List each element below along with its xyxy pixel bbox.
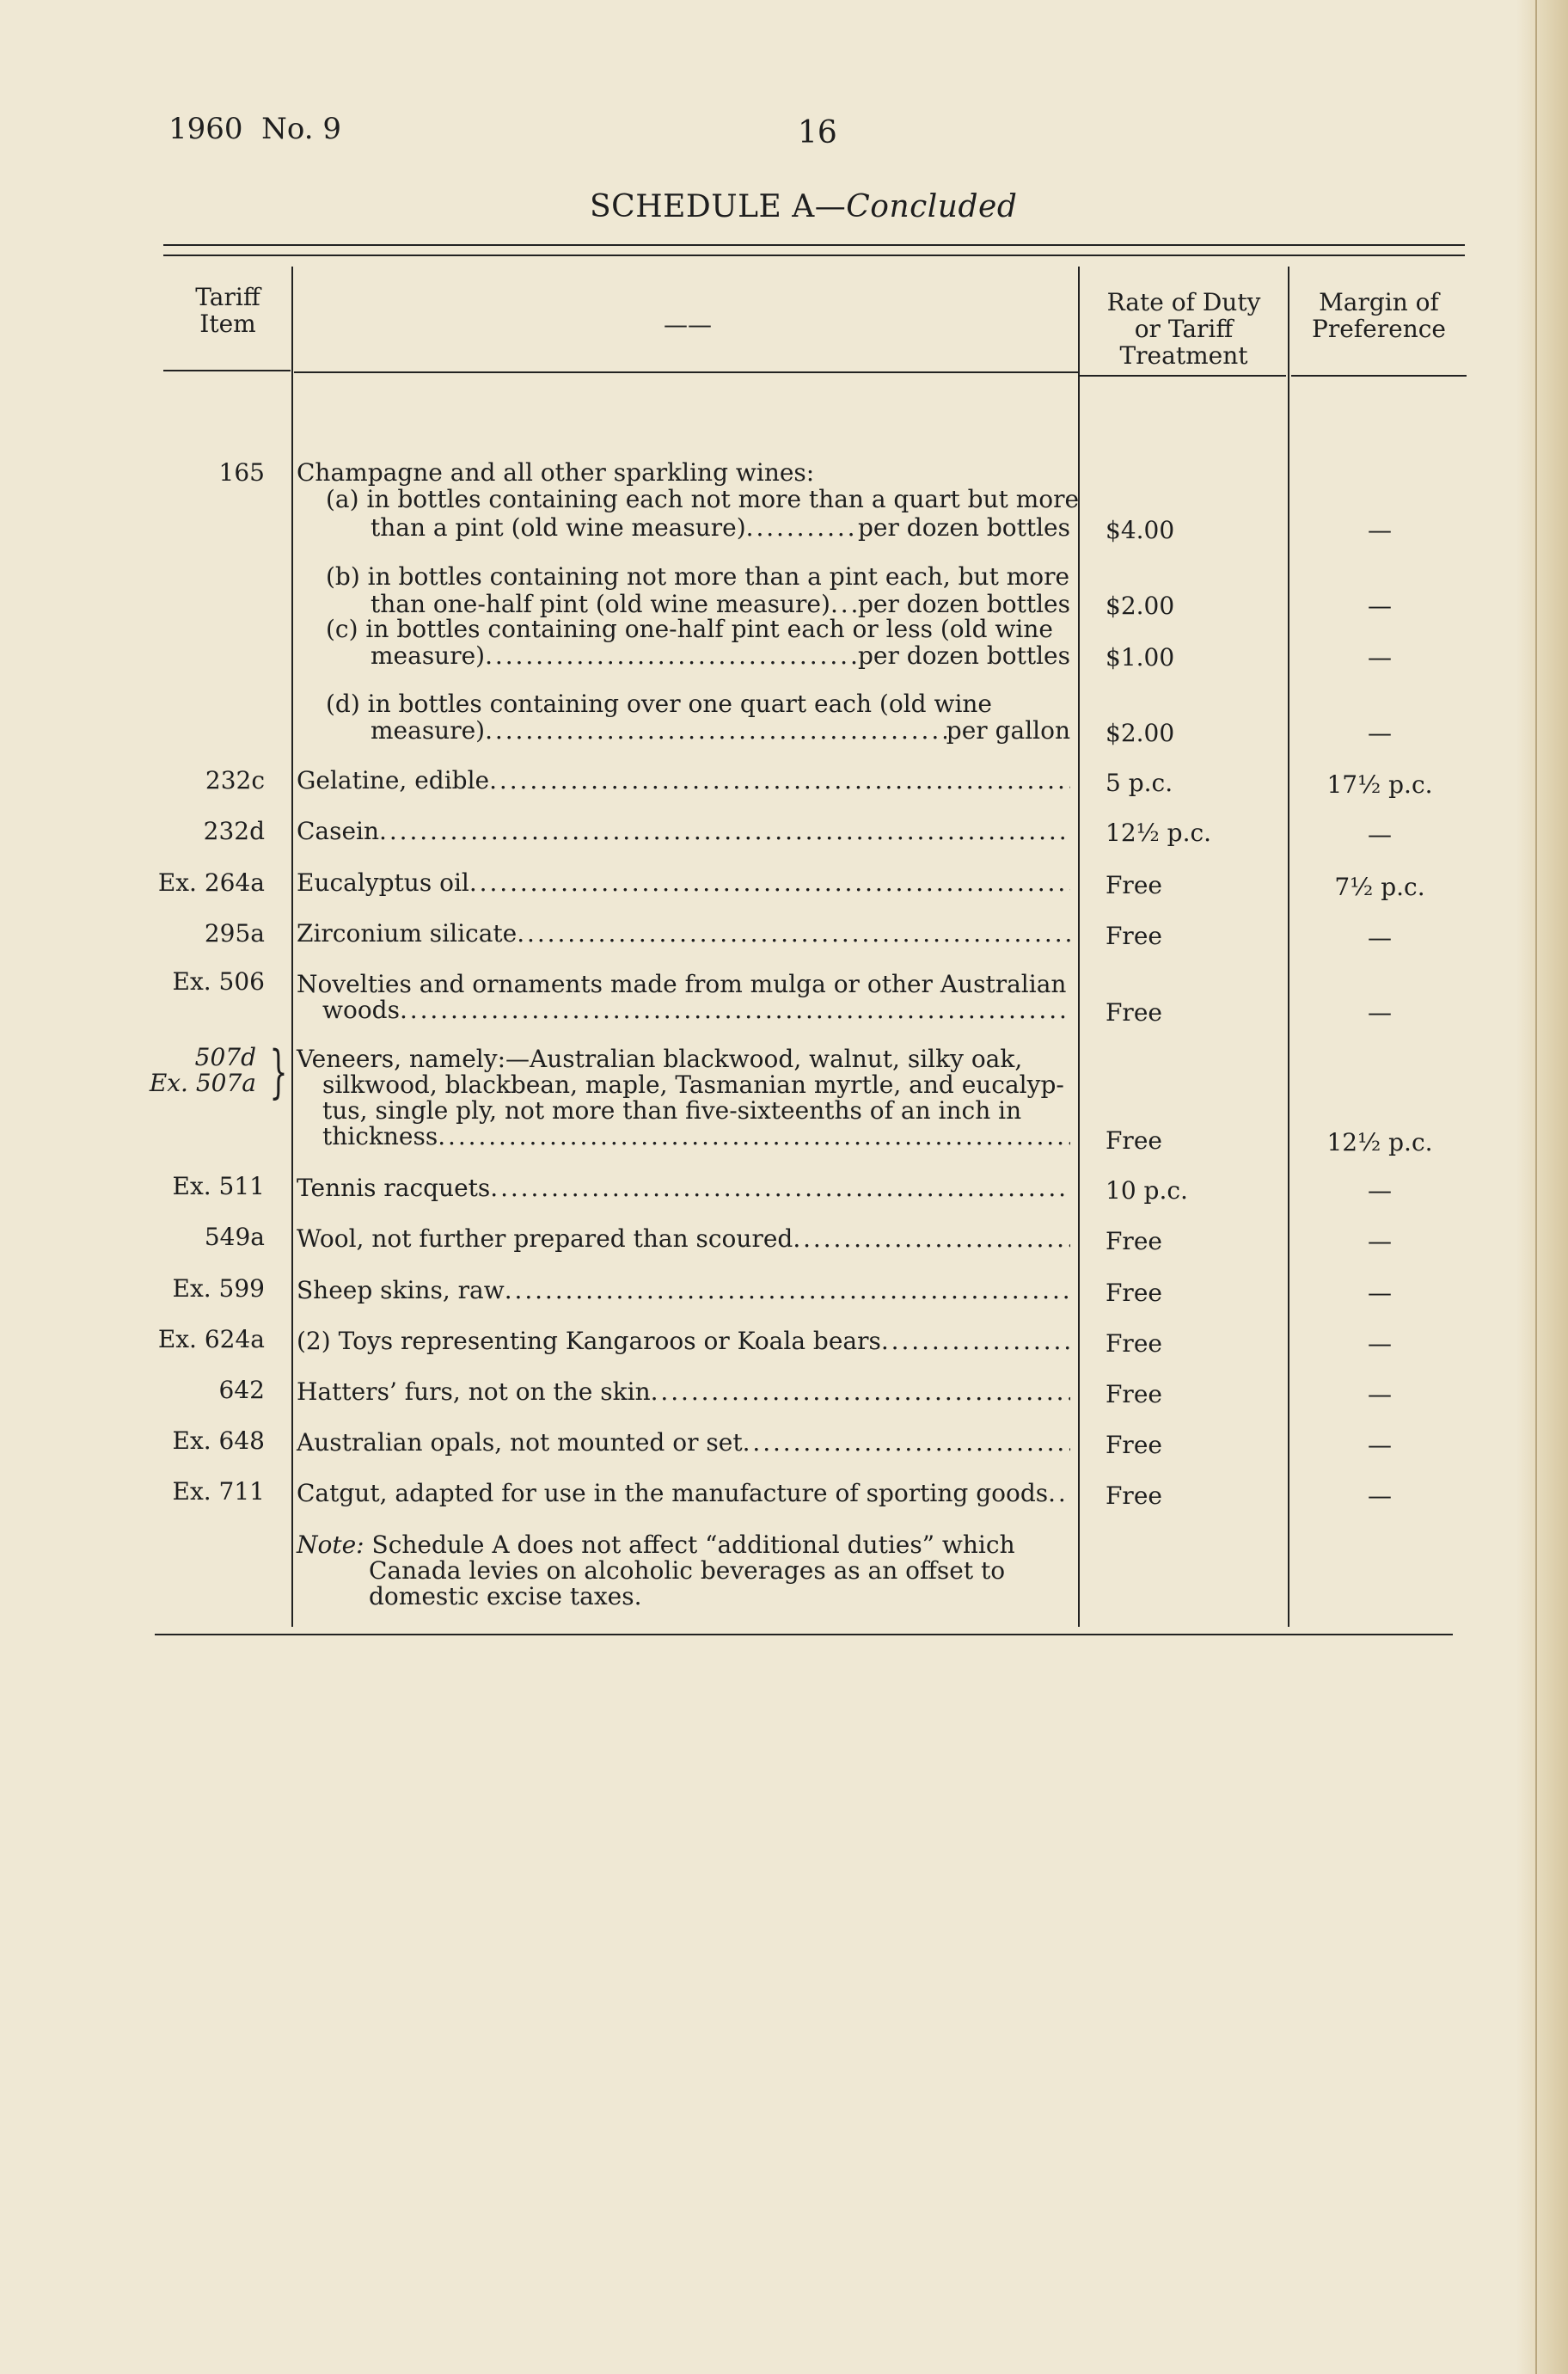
row-rate: Free: [1106, 1227, 1162, 1255]
novelties-line1: Novelties and ornaments made from mulga or other Australian: [297, 970, 1067, 998]
row-text: (2) Toys representing Kangaroos or Koala bears: [297, 1327, 881, 1355]
leader-dots: [830, 592, 858, 617]
row-margin: —: [1368, 1329, 1392, 1358]
top-rule-2: [163, 255, 1465, 256]
champagne-b-line1: (b) in bottles containing not more than a pint each, but more: [326, 562, 1070, 591]
champagne-c-text: measure): [371, 641, 486, 670]
tariff-item-ex-507a: Ex. 507a: [149, 1069, 256, 1097]
tariff-item: Ex. 599: [172, 1274, 265, 1303]
row-text: Catgut, adapted for use in the manufacture of sporting goods: [297, 1479, 1049, 1507]
champagne-b-text: than one-half pint (old wine measure): [371, 590, 830, 618]
header-rule-tariff: [163, 370, 291, 371]
champagne-b-margin: —: [1368, 592, 1392, 620]
veneers-line3: tus, single ply, not more than five-sixteenths of an inch in: [322, 1096, 1022, 1125]
champagne-a-text: than a pint (old wine measure): [371, 513, 746, 542]
row-description: [297, 870, 1070, 896]
schedule-title: [590, 189, 1017, 224]
row-rate: Free: [1106, 1380, 1162, 1408]
row-text: Wool, not further prepared than scoured: [297, 1224, 793, 1253]
row-margin: 17½ p.c.: [1326, 770, 1433, 799]
leader-dots: [746, 515, 858, 541]
row-description: [297, 1379, 1070, 1405]
tariff-item-165: 165: [218, 458, 265, 487]
note-label: Note:: [297, 1531, 364, 1559]
tariff-item: 295a: [204, 919, 265, 948]
row-margin: —: [1368, 1481, 1392, 1510]
note-text-1: Schedule A does not affect “additional duties” which: [371, 1531, 1015, 1559]
novelties-text: woods: [322, 996, 400, 1024]
leader-dots: [793, 1226, 1070, 1252]
champagne-c-unit: per dozen bottles: [858, 641, 1070, 670]
champagne-a-line2: [297, 515, 1070, 541]
leader-dots: [743, 1430, 1070, 1456]
veneers-line4: [297, 1124, 1070, 1150]
champagne-c-margin: —: [1368, 643, 1392, 672]
row-text: Casein: [297, 817, 380, 845]
leader-dots: [485, 718, 946, 744]
row-rate: 12½ p.c.: [1106, 819, 1212, 847]
schedule-title-main: SCHEDULE A—: [590, 189, 847, 224]
page-edge: [1516, 0, 1568, 2374]
row-rate: Free: [1106, 1431, 1162, 1459]
brace-bracket: }: [269, 1039, 288, 1105]
row-text: Zirconium silicate: [297, 919, 518, 948]
page-number: 16: [798, 115, 837, 150]
leader-dots: [505, 1278, 1070, 1304]
champagne-heading: Champagne and all other sparkling wines:: [297, 458, 815, 487]
row-description: [297, 1430, 1070, 1456]
col-divider-3: [1288, 267, 1289, 1627]
row-text: Eucalyptus oil: [297, 868, 469, 897]
champagne-d-line2: [297, 718, 1070, 744]
row-rate: Free: [1106, 1481, 1162, 1510]
row-margin: —: [1368, 1227, 1392, 1255]
row-rate: 10 p.c.: [1106, 1176, 1188, 1205]
tariff-item: 549a: [204, 1223, 265, 1251]
tariff-item: Ex. 264a: [157, 868, 265, 897]
leader-dots: [651, 1379, 1070, 1405]
tariff-item: 642: [218, 1376, 265, 1404]
tariff-item: 232c: [205, 766, 265, 794]
champagne-d-margin: —: [1368, 719, 1392, 747]
champagne-d-text: measure): [371, 716, 486, 745]
row-description: [297, 768, 1070, 794]
leader-dots: [881, 1328, 1070, 1354]
col-head-description: ——: [664, 310, 712, 339]
col-divider-1: [291, 267, 293, 1627]
row-rate: Free: [1106, 871, 1162, 899]
novelties-rate: Free: [1106, 998, 1162, 1027]
leader-dots: [400, 997, 1070, 1023]
row-description: [297, 1278, 1070, 1304]
row-margin: —: [1368, 1380, 1392, 1408]
row-text: Sheep skins, raw: [297, 1276, 505, 1304]
header-rule-rate: [1080, 375, 1286, 377]
leader-dots: [485, 643, 858, 669]
tariff-item: Ex. 624a: [157, 1325, 265, 1353]
row-margin: 7½ p.c.: [1334, 873, 1425, 901]
col-head-tariff: Tariff Item: [195, 283, 260, 338]
champagne-c-line2: [297, 643, 1070, 669]
champagne-b-rate: $2.00: [1106, 592, 1175, 620]
col-head-rate: Rate of Duty or Tariff Treatment: [1106, 288, 1261, 370]
tariff-item-ex-506: Ex. 506: [172, 967, 265, 996]
leader-dots: [1048, 1481, 1070, 1506]
tariff-item: 232d: [203, 817, 265, 845]
tariff-item: Ex. 648: [172, 1426, 265, 1455]
champagne-b-line2: [297, 592, 1070, 617]
leader-dots: [438, 1124, 1070, 1150]
champagne-a-line1: (a) in bottles containing each not more than a quart but more: [326, 485, 1080, 513]
champagne-a-margin: —: [1368, 516, 1392, 544]
novelties-margin: —: [1368, 998, 1392, 1027]
row-description: [297, 1328, 1070, 1354]
veneers-rate: Free: [1106, 1126, 1162, 1155]
row-description: [297, 1175, 1070, 1201]
leader-dots: [517, 921, 1070, 947]
champagne-d-rate: $2.00: [1106, 719, 1175, 747]
leader-dots: [379, 819, 1070, 844]
row-description: [297, 819, 1070, 844]
veneers-line2: silkwood, blackbean, maple, Tasmanian myrtle, and eucalyp-: [322, 1070, 1064, 1099]
veneers-margin: 12½ p.c.: [1326, 1128, 1433, 1156]
champagne-a-unit: per dozen bottles: [858, 513, 1070, 542]
leader-dots: [469, 870, 1070, 896]
row-description: [297, 1226, 1070, 1252]
header-rule-margin: [1291, 375, 1467, 377]
row-margin: —: [1368, 923, 1392, 952]
champagne-c-rate: $1.00: [1106, 643, 1175, 672]
tariff-item: Ex. 711: [172, 1477, 265, 1506]
row-text: Australian opals, not mounted or set: [297, 1428, 743, 1457]
note-line2: Canada levies on alcoholic beverages as an offset to: [369, 1556, 1006, 1585]
header-rule-desc: [294, 371, 1078, 373]
champagne-d-line1: (d) in bottles containing over one quart each (old wine: [326, 690, 993, 718]
veneers-text: thickness: [322, 1122, 438, 1150]
leader-dots: [490, 1175, 1070, 1201]
tariff-item-507d: 507d: [194, 1043, 256, 1071]
row-rate: 5 p.c.: [1106, 769, 1173, 797]
champagne-b-unit: per dozen bottles: [858, 590, 1070, 618]
row-text: Gelatine, edible: [297, 766, 490, 794]
row-margin: —: [1368, 1431, 1392, 1459]
note-line1: [297, 1532, 1062, 1558]
row-margin: —: [1368, 820, 1392, 849]
tariff-item: Ex. 511: [172, 1172, 265, 1200]
veneers-line1: Veneers, namely:—Australian blackwood, walnut, silky oak,: [297, 1045, 1023, 1073]
row-description: [297, 1481, 1070, 1506]
page-header-year-number: 1960 No. 9: [168, 112, 342, 146]
row-description: [297, 921, 1070, 947]
champagne-c-line1: (c) in bottles containing one-half pint each or less (old wine: [326, 615, 1053, 643]
note-line3: domestic excise taxes.: [369, 1582, 642, 1610]
row-text: Tennis racquets: [297, 1174, 491, 1202]
row-text: Hatters’ furs, not on the skin: [297, 1377, 651, 1406]
row-rate: Free: [1106, 1279, 1162, 1307]
row-margin: —: [1368, 1279, 1392, 1307]
champagne-d-unit: per gallon: [946, 716, 1070, 745]
bottom-rule: [155, 1634, 1453, 1635]
leader-dots: [489, 768, 1070, 794]
col-head-margin: Margin of Preference: [1312, 288, 1446, 343]
row-margin: —: [1368, 1176, 1392, 1205]
top-rule-1: [163, 244, 1465, 246]
schedule-title-italic: Concluded: [846, 189, 1018, 224]
row-rate: Free: [1106, 1329, 1162, 1358]
novelties-line2: [297, 997, 1070, 1023]
col-divider-2: [1078, 267, 1080, 1627]
row-rate: Free: [1106, 922, 1162, 950]
champagne-a-rate: $4.00: [1106, 516, 1175, 544]
